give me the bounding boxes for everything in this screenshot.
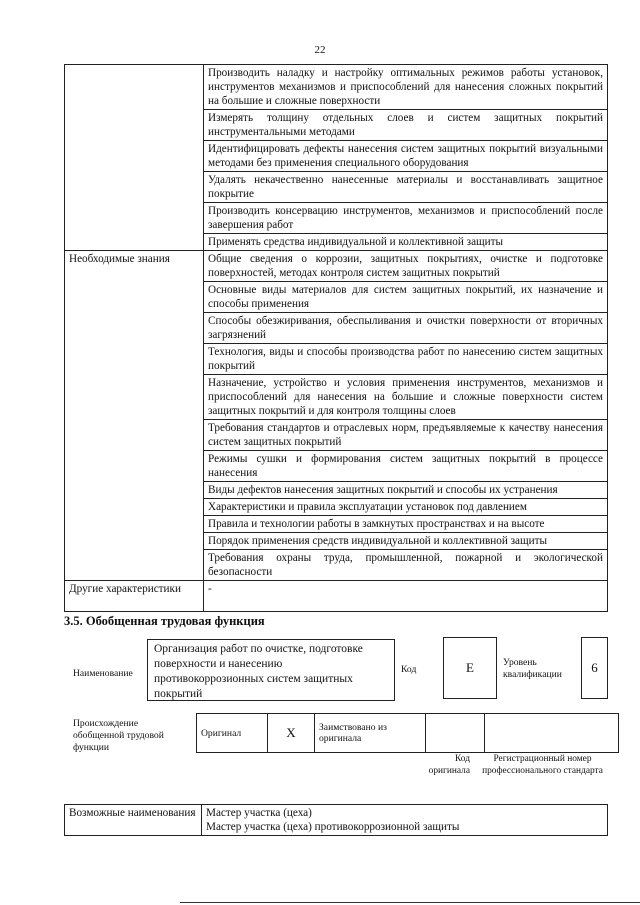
gtf-code-box xyxy=(443,637,497,699)
title-item: Мастер участка (цеха) противокоррозионной защиты xyxy=(202,820,608,836)
gtf-name-value: Организация работ по очистке, подготовке поверхности и нанесению противокоррозионных систем защитных покрытий xyxy=(154,643,363,700)
knowledge-item: Назначение, устройство и условия применения инструментов, механизмов и приспособлений для нанесения на большие и сложные поверхности систем защитных покрытий и для контроля толщины слоев xyxy=(204,375,608,420)
knowledge-item: Порядок применения средств индивидуальной и коллективной защиты xyxy=(204,533,608,550)
skill-item: Производить наладку и настройку оптимальных режимов работы установок, инструментов механизмов и приспособлений для нанесения сложных покрытий на большие и сложные поверхности xyxy=(204,65,608,110)
page-edge-line xyxy=(180,902,640,903)
knowledge-item: Требования стандартов и отраслевых норм, предъявляемые к качеству нанесения систем защитных покрытий xyxy=(204,420,608,451)
knowledge-item: Виды дефектов нанесения защитных покрытий и способы их устранения xyxy=(204,482,608,499)
other-item: - xyxy=(204,581,608,612)
knowledge-item: Правила и технологии работы в замкнутых пространствах и на высоте xyxy=(204,516,608,533)
origin-label: Происхождение обобщенной трудовой функции xyxy=(73,718,164,753)
reg-caption: Регистрационный номер профессионального стандарта xyxy=(482,754,603,776)
code-label: Код xyxy=(401,664,417,675)
original-mark: X xyxy=(268,714,315,753)
skill-item: Идентифицировать дефекты нанесения систем защитных покрытий визуальными методами без применения специального оборудования xyxy=(204,141,608,172)
skill-item: Применять средства индивидуальной и коллективной защиты xyxy=(204,234,608,251)
knowledge-item: Характеристики и правила эксплуатации установок под давлением xyxy=(204,499,608,516)
knowledge-item: Требования охраны труда, промышленной, пожарной и экологической безопасности xyxy=(204,550,608,581)
titles-table xyxy=(64,804,608,836)
original-label: Оригинал xyxy=(197,714,268,753)
origin-reg-cell xyxy=(485,714,619,753)
knowledge-item: Способы обезжиривания, обеспыливания и очистки поверхности от вторичных загрязнений xyxy=(204,313,608,344)
row-label-skills xyxy=(65,65,204,251)
code-caption: Код оригинала xyxy=(428,754,470,776)
name-label: Наименование xyxy=(73,668,133,679)
origin-table xyxy=(196,713,619,753)
gtf-level-value: 6 xyxy=(591,660,598,675)
page-number: 22 xyxy=(314,44,326,56)
section-title: 3.5. Обобщенная трудовая функция xyxy=(64,614,265,628)
gtf-code-value: E xyxy=(466,660,474,675)
skill-item: Производить консервацию инструментов, механизмов и приспособлений после завершения работ xyxy=(204,203,608,234)
borrowed-label: Заимствовано из оригинала xyxy=(315,714,426,753)
titles-label: Возможные наименования xyxy=(65,805,202,836)
title-item: Мастер участка (цеха) xyxy=(202,805,608,821)
origin-code-cell xyxy=(426,714,485,753)
row-label-other: Другие характеристики xyxy=(65,581,204,612)
competency-table xyxy=(64,64,608,612)
knowledge-item: Режимы сушки и формирования систем защитных покрытий в процессе нанесения xyxy=(204,451,608,482)
knowledge-item: Основные виды материалов для систем защитных покрытий, их назначение и способы применения xyxy=(204,282,608,313)
gtf-level-box xyxy=(581,637,608,699)
knowledge-item: Технология, виды и способы производства работ по нанесению систем защитных покрытий xyxy=(204,344,608,375)
row-label-knowledge: Необходимые знания xyxy=(65,251,204,581)
skill-item: Удалять некачественно нанесенные материалы и восстанавливать защитное покрытие xyxy=(204,172,608,203)
level-label: Уровень квалификации xyxy=(503,657,562,680)
gtf-name-box xyxy=(147,639,395,701)
skill-item: Измерять толщину отдельных слоев и систем защитных покрытий инструментальными методами xyxy=(204,110,608,141)
knowledge-item: Общие сведения о коррозии, защитных покрытиях, очистке и подготовке поверхностей, методах контроля систем защитных покрытий xyxy=(204,251,608,282)
